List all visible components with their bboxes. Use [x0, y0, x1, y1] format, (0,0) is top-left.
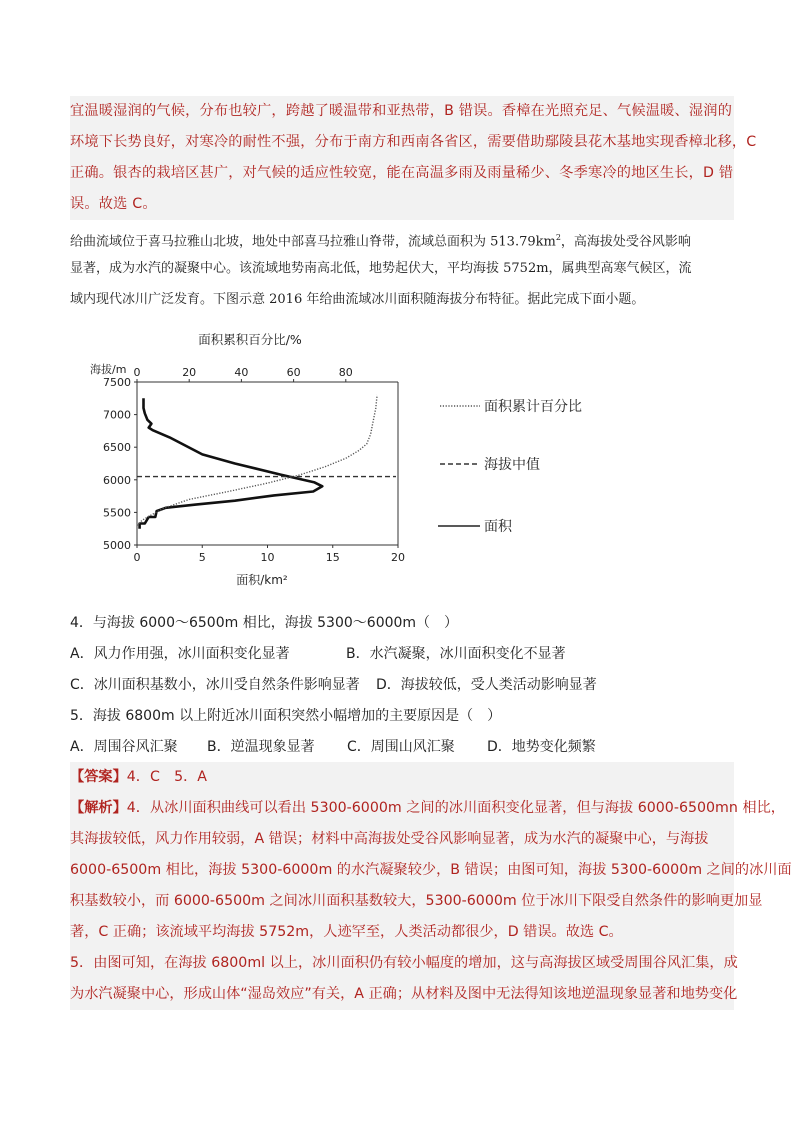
- analysis-line: 著，C 正确；该流域平均海拔 5752m，人迹罕至，人类活动都很少，D 错误。故选 C。: [70, 924, 623, 940]
- option-4d: D．海拔较低，受人类活动影响显著: [376, 677, 597, 693]
- material-paragraph: [70, 222, 734, 315]
- top-tick-label: 0: [133, 366, 141, 379]
- top-tick-label: 80: [338, 366, 353, 379]
- bottom-tick-label: 15: [325, 551, 340, 564]
- analysis-line: 6000-6500m 相比，海拔 5300-6000m 的水汽凝聚较少，B 错误；由图可知，海拔 5300-6000m 之间的冰川面: [70, 862, 792, 878]
- analysis-line: 为水汽凝聚中心，形成山体“湿岛效应”有关，A 正确；从材料及图中无法得知该地逆温现象显著和地势变化: [70, 986, 738, 1002]
- left-tick-label: 5000: [103, 539, 131, 552]
- analysis-line: 其海拔较低，风力作用较弱，A 错误；材料中高海拔处受谷风影响显著，成为水汽的凝聚中心，与海拔: [70, 831, 709, 847]
- legend-area: 面积: [484, 519, 512, 535]
- top-tick-label: 20: [182, 366, 197, 379]
- option-4c: C．冰川面积基数小，冰川受自然条件影响显著: [70, 677, 360, 693]
- analysis-block: [70, 793, 792, 1010]
- material-line: 显著，成为水汽的凝聚中心。该流域地势南高北低，地势起伏大，平均海拔 5752m，属典型高寒气候区，流: [70, 261, 692, 276]
- bottom-tick-label: 10: [260, 551, 275, 564]
- explanation-line: 正确。银杏的栽培区甚广，对气候的适应性较宽，能在高温多雨及雨量稀少、冬季寒冷的地区生长，D 错: [70, 165, 734, 181]
- question-4-options-row2: [70, 675, 597, 695]
- analysis-line: 4．从冰川面积曲线可以看出 5300-6000m 之间的冰川面积变化显著，但与海拔 6000-6500mn 相比，: [126, 800, 785, 816]
- material-line: ，高海拔处受谷风影响: [560, 234, 691, 250]
- left-tick-label: 6000: [103, 473, 131, 487]
- glacier-area-chart: [80, 326, 640, 596]
- question-4-stem: 4．与海拔 6000～6500m 相比，海拔 5300～6000m（ ）: [70, 615, 459, 631]
- left-axis-title: 海拔/m: [90, 363, 127, 376]
- top-tick-label: 40: [234, 366, 249, 379]
- explanation-line: 误。故选 C。: [70, 196, 157, 212]
- analysis-line: 5．由图可知，在海拔 6800ml 以上，冰川面积仍有较小幅度的增加，这与高海拔区域受周围谷风汇集，成: [70, 955, 738, 971]
- superscript: 2: [555, 233, 561, 242]
- legend-cumulative: 面积累计百分比: [484, 399, 582, 415]
- option-5d: D．地势变化频繁: [487, 739, 596, 755]
- glacier-area-line: [140, 398, 323, 528]
- option-5c: C．周围山风汇聚: [347, 739, 455, 755]
- question-5-options: [70, 737, 596, 757]
- question-5-stem: 5．海拔 6800m 以上附近冰川面积突然小幅增加的主要原因是（ ）: [70, 708, 502, 724]
- top-tick-label: 60: [286, 366, 301, 379]
- material-line: 给曲流域位于喜马拉雅山北坡，地处中部喜马拉雅山脊带，流域总面积为 513.79km: [70, 234, 556, 250]
- left-tick-label: 7000: [103, 408, 131, 422]
- option-4b: B．水汽凝聚，冰川面积变化不显著: [346, 646, 566, 662]
- bottom-tick-label: 5: [198, 551, 206, 564]
- explanation-line: 环境下长势良好，对寒冷的耐性不强，分布于南方和西南各省区，需要借助鄢陵县花木基地实现香樟北移，C: [70, 134, 757, 150]
- top-axis-title: 面积累积百分比/%: [198, 332, 302, 347]
- explanation-line: 宜温暖湿润的气候，分布也较广，跨越了暖温带和亚热带，B 错误。香樟在光照充足、气候温暖、湿润的: [70, 103, 733, 119]
- material-line: 域内现代冰川广泛发育。下图示意 2016 年给曲流域冰川面积随海拔分布特征。据此完成下面小题。: [70, 292, 645, 307]
- legend-median: 海拔中值: [484, 457, 540, 473]
- bottom-axis-title: 面积/km²: [236, 573, 288, 587]
- option-5a: A．周围谷风汇聚: [70, 739, 178, 755]
- question-4-options-row1: [70, 644, 566, 664]
- analysis-line: 积基数较小，而 6000-6500m 之间冰川面积基数较大，5300-6000m 位于冰川下限受自然条件的影响更加显: [70, 893, 763, 909]
- answer-text: 4．C 5．A: [126, 769, 207, 785]
- option-5b: B．逆温现象显著: [207, 739, 315, 755]
- answer-tag: 【答案】: [70, 769, 127, 785]
- previous-explanation: [70, 96, 757, 220]
- left-tick-label: 6500: [103, 441, 131, 455]
- analysis-tag: 【解析】: [70, 800, 127, 816]
- left-tick-label: 5500: [103, 506, 131, 520]
- bottom-tick-label: 0: [133, 551, 141, 564]
- left-tick-label: 7500: [103, 376, 131, 389]
- answer-block: [70, 762, 734, 793]
- option-4a: A．风力作用强，冰川面积变化显著: [70, 646, 290, 662]
- bottom-tick-label: 20: [391, 551, 405, 564]
